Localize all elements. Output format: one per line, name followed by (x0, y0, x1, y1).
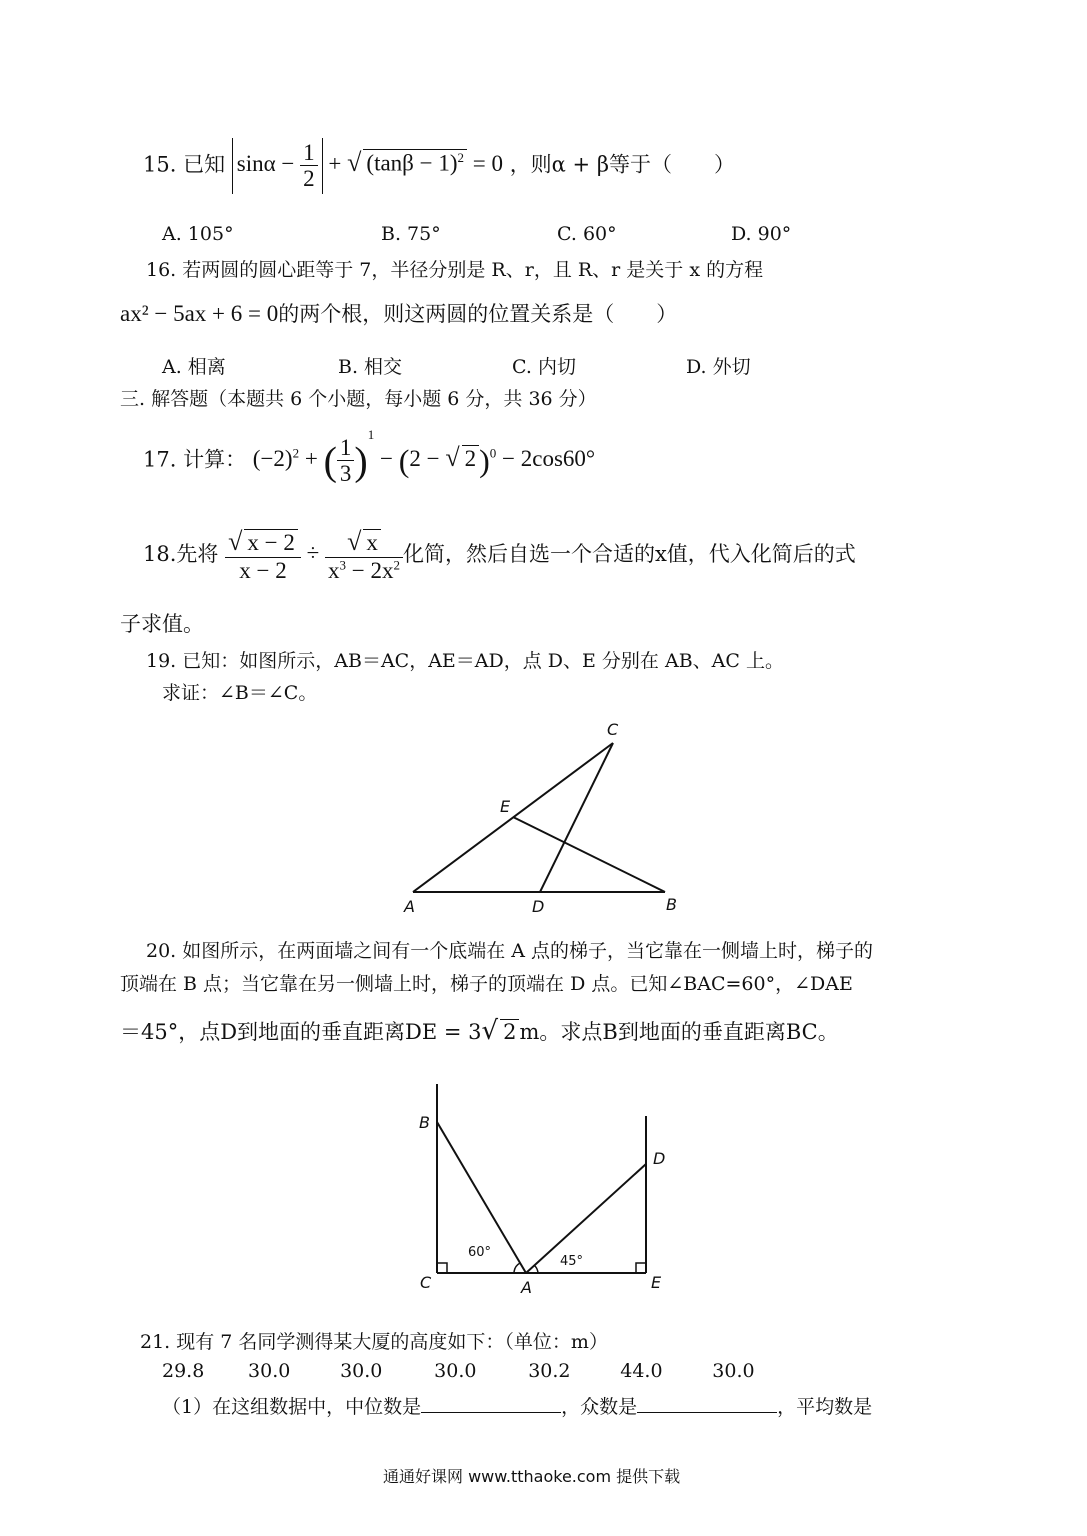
q20-label-e: E (651, 1273, 662, 1292)
q20-line1: 20. 如图所示，在两面墙之间有一个底端在 A 点的梯子，当它靠在一侧墙上时，梯子的 (146, 940, 874, 962)
q20-line3-a: ＝45°，点D到地面的垂直距离DE = 3 (120, 1020, 482, 1044)
q19-segment-cd (540, 743, 613, 892)
q20-arc-45 (534, 1265, 538, 1273)
q20-line3: ＝45°，点D到地面的垂直距离DE = 3√ 2 m。求点B到地面的垂直距离BC。 (120, 1016, 839, 1046)
q19-label-b: B (666, 895, 677, 914)
q16-line1: 16. 若两圆的圆心距等于 7，半径分别是 R、r，且 R、r 是关于 x 的方程 (146, 259, 764, 281)
q16-line2-tail: 的两个根，则这两圆的位置关系是（ ） (278, 302, 678, 326)
q20-figure (410, 1080, 680, 1300)
q21-value: 30.0 (340, 1360, 383, 1382)
q15-formula: sinα − $\frac{1}{2}$ + √ $(\tan\beta - 1)^2 = 0$ (232, 138, 503, 194)
q19-line1: 19. 已知：如图所示，AB＝AC，AE＝AD，点 D、E 分别在 AB、AC 上。 (146, 650, 784, 672)
q16-line2 (120, 298, 677, 328)
q15-option-b: B. 75° (381, 223, 441, 245)
q16-option-a: A. 相离 (162, 356, 226, 378)
q15-num: 15. (143, 152, 177, 177)
q15-option-d: D. 90° (731, 223, 792, 245)
q21-line3-b: ，众数是 (561, 1396, 638, 1418)
q19-label-a: A (404, 897, 415, 916)
median-blank[interactable] (421, 1394, 561, 1413)
section-3-heading: 三. 解答题（本题共 6 个小题，每小题 6 分，共 36 分） (120, 388, 597, 410)
q18-line1 (143, 528, 856, 583)
q20-arc-60 (514, 1263, 520, 1273)
q21-line3 (162, 1392, 872, 1419)
q16-equation: ax² − 5ax + 6 = 0 (120, 301, 279, 326)
q17-formula: $(-2)^2$ + ( $\frac{1}{3}$ )$^1$ − (2 − √ 2)$^0$ − 2cos60° (252, 427, 596, 487)
q21-line3-c: ，平均数是 (777, 1396, 873, 1418)
q18-tail: 化简，然后自选一个合适的x值，代入化简后的式 (402, 541, 856, 566)
q15-option-c: C. 60° (557, 223, 617, 245)
q20-angle-60: 60° (468, 1245, 492, 1260)
q19-label-d: D (532, 897, 545, 916)
q19-label-c: C (607, 720, 619, 739)
q20-label-d: D (653, 1149, 666, 1168)
q18-lead: 先将 (176, 541, 219, 566)
q15-line (143, 138, 735, 194)
q20-line2: 顶端在 B 点；当它靠在另一侧墙上时，梯子的顶端在 D 点。已知∠BAC=60°，∠DAE (120, 973, 853, 995)
q21-value: 30.0 (248, 1360, 291, 1382)
q19-label-e: E (500, 797, 511, 816)
q18-formula: $\frac{√ x - 2}{x - 2}$ ÷ $\frac{√ x}{x^3 - 2x^2}$ (225, 528, 403, 583)
q18-line2: 子求值。 (120, 612, 204, 636)
q19-figure (395, 715, 695, 920)
q20-right-angle-c (437, 1263, 447, 1273)
mode-blank[interactable] (637, 1394, 777, 1413)
q15-option-a: A. 105° (162, 223, 234, 245)
q20-ladder-ad (526, 1164, 646, 1273)
q21-value: 30.0 (434, 1360, 477, 1382)
q20-line3-b: m。求点B到地面的垂直距离BC。 (519, 1020, 839, 1044)
q17-num: 17. (143, 447, 177, 472)
q16-option-c: C. 内切 (512, 356, 576, 378)
q21-line1: 21. 现有 7 名同学测得某大厦的高度如下：（单位：m） (140, 1331, 608, 1353)
q21-value: 30.0 (712, 1360, 755, 1382)
q20-label-a: A (521, 1278, 532, 1297)
q17-lead: 计算： (183, 447, 247, 472)
q20-right-angle-e (636, 1263, 646, 1273)
q20-label-c: C (420, 1273, 432, 1292)
q21-value: 29.8 (162, 1360, 205, 1382)
q18-num: 18. (143, 541, 177, 566)
q19-segment-eb (513, 817, 665, 892)
q21-line3-a: （1）在这组数据中，中位数是 (162, 1396, 422, 1418)
q19-line2: 求证：∠B＝∠C。 (162, 682, 318, 704)
q15-tail: ，则α + β等于（ ） (509, 152, 735, 177)
q16-option-d: D. 外切 (686, 356, 751, 378)
q21-value: 30.2 (528, 1360, 571, 1382)
q20-radicand: 2 (500, 1019, 519, 1044)
q21-value: 44.0 (620, 1360, 663, 1382)
q16-option-b: B. 相交 (338, 356, 403, 378)
q17-line (143, 427, 596, 487)
q21-values (162, 1360, 772, 1382)
q20-angle-45: 45° (560, 1254, 584, 1269)
page-footer: 通通好课网 www.tthaoke.com 提供下载 (383, 1467, 681, 1486)
q15-lead: 已知 (183, 152, 226, 177)
q20-label-b: B (419, 1113, 430, 1132)
